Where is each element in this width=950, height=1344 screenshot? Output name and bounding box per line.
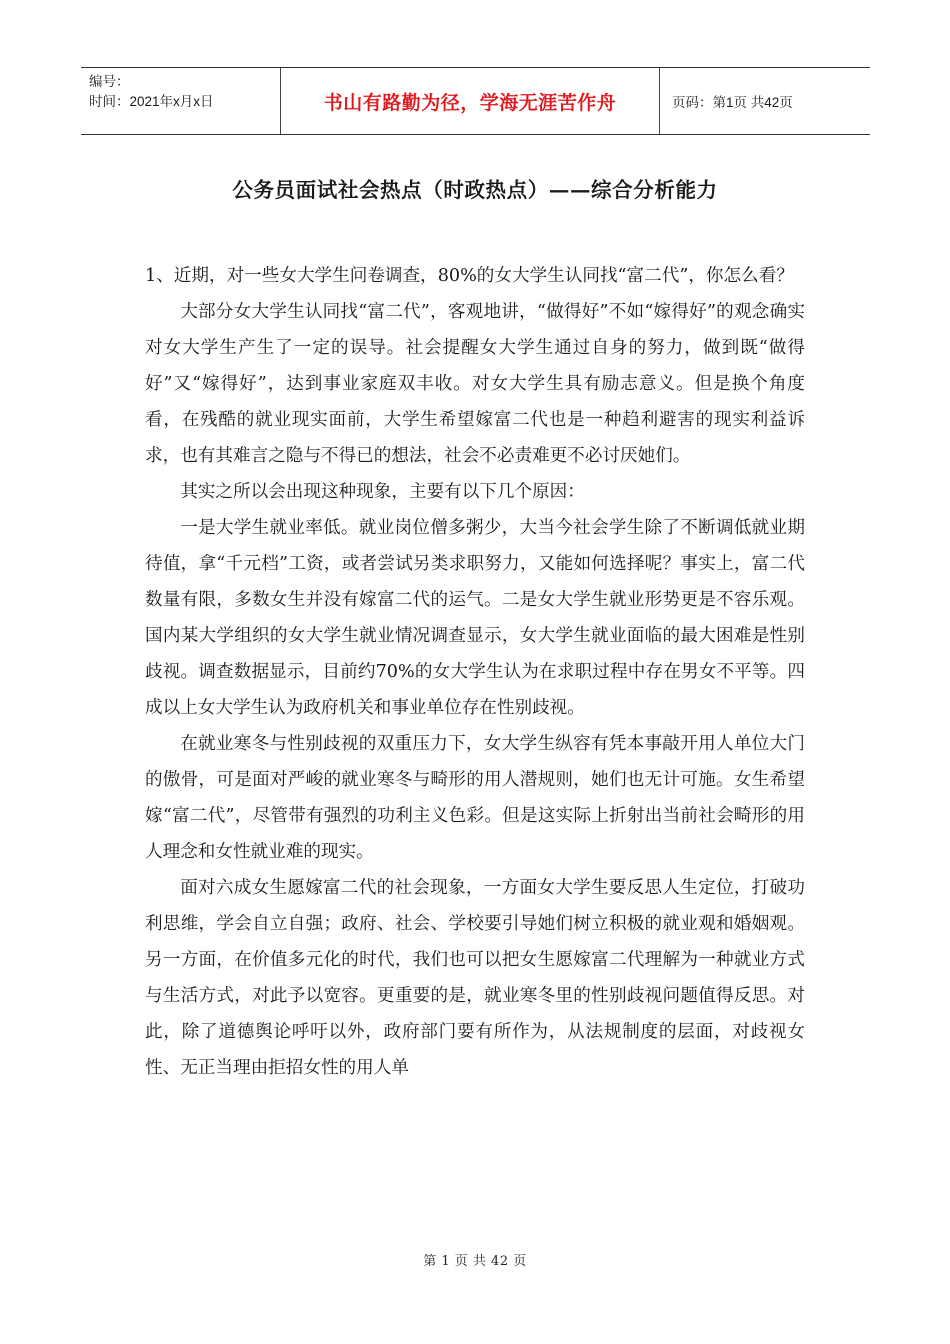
paragraph: 其实之所以会出现这种现象，主要有以下几个原因： [180,482,585,502]
time-label: 时间：2021年x月x日 [89,94,214,109]
paragraph: 大部分女大学生认同找“富二代”，客观地讲，“做得好”不如“嫁得好”的观念确实对女大学生产生了一定的误导。社会提醒女大学生通过自身的努力，做到既“做得好”又“嫁得好”，达到事业家庭双丰收。对女大学生具有励志意义。但是换个角度看，在残酷的就业现实面前，大学生希望嫁富二代也是一种趋利避害的现实利益诉求，也有其难言之隐与不得已的想法，社会不必责难更不必讨厌她们。 [145,302,805,466]
document-title: 公务员面试社会热点（时政热点）——综合分析能力 [232,178,718,202]
paragraph: 在就业寒冬与性别歧视的双重压力下，女大学生纵容有凭本事敲开用人单位大门的傲骨，可是面对严峻的就业寒冬与畸形的用人潜规则，她们也无计可施。女生希望嫁“富二代”，尽管带有强烈的功利主义色彩。但是这实际上折射出当前社会畸形的用人理念和女性就业难的现实。 [145,734,805,862]
number-label: 编号： [89,74,130,89]
document-body [145,258,805,1086]
header-motto: 书山有路勤为径，学海无涯苦作舟 [281,68,660,134]
question-text: 1、近期，对一些女大学生问卷调查，80%的女大学生认同找“富二代”，你怎么看？ [145,266,794,286]
paragraph: 一是大学生就业率低。就业岗位僧多粥少，大当今社会学生除了不断调低就业期待值，拿“千元档”工资，或者尝试另类求职努力，又能如何选择呢？事实上，富二代数量有限，多数女生并没有嫁富二代的运气。二是女大学生就业形势更是不容乐观。国内某大学组织的女大学生就业情况调查显示，女大学生就业面临的最大困难是性别歧视。调查数据显示，目前约70%的女大学生认为在求职过程中存在男女不平等。四成以上女大学生认为政府机关和事业单位存在性别歧视。 [145,518,805,718]
page-footer: 第 1 页 共 42 页 [423,1254,527,1269]
header-page-info: 页码：第1页 共42页 [672,95,793,110]
header-meta [81,68,281,134]
paragraph: 面对六成女生愿嫁富二代的社会现象，一方面女大学生要反思人生定位，打破功利思维，学会自立自强；政府、社会、学校要引导她们树立积极的就业观和婚姻观。另一方面，在价值多元化的时代，我们也可以把女生愿嫁富二代理解为一种就业方式与生活方式，对此予以宽容。更重要的是，就业寒冬里的性别歧视问题值得反思。对此，除了道德舆论呼吁以外，政府部门要有所作为，从法规制度的层面，对歧视女性、无正当理由拒招女性的用人单 [145,878,805,1078]
page-header [81,67,870,135]
